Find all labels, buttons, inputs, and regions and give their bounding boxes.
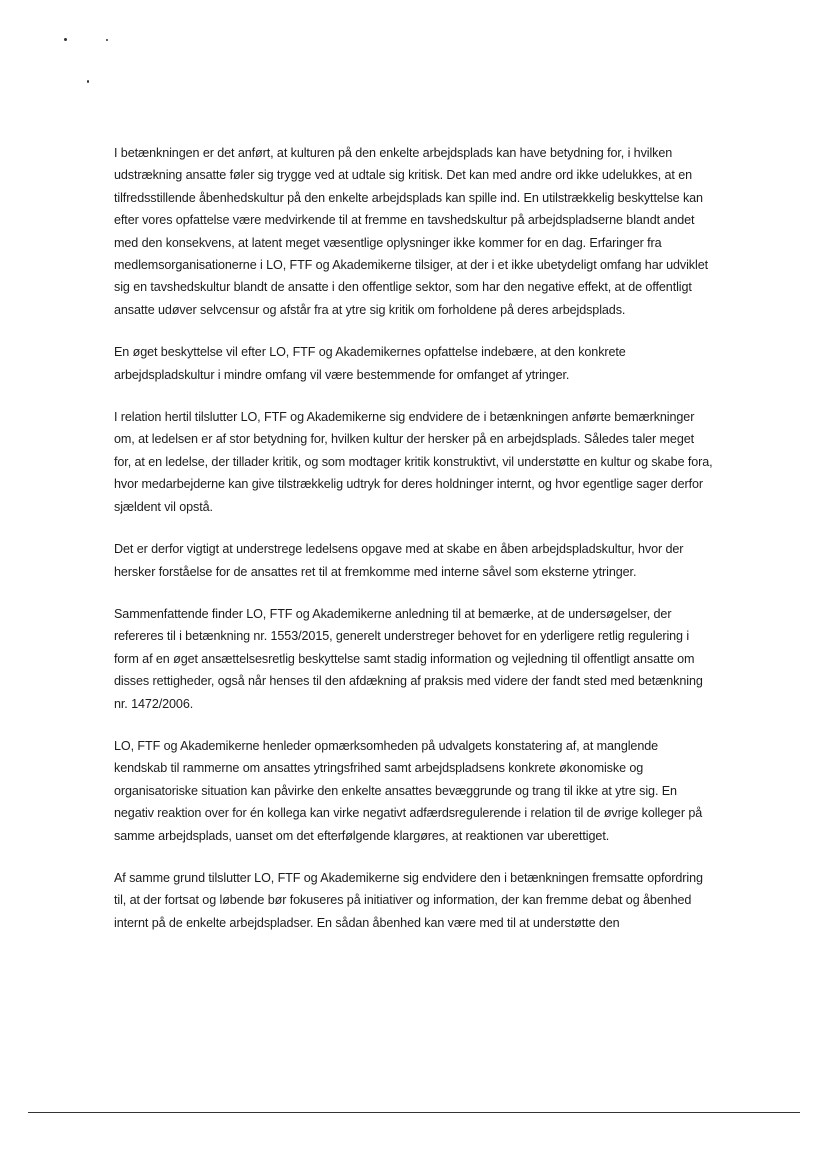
paragraph-4: Det er derfor vigtigt at understrege ledelsens opgave med at skabe en åben arbejdspladskultur, hvor der hersker forståelse for de ansattes ret til at fremkomme med interne såvel som eksterne ytringer.	[114, 542, 684, 579]
scan-speck	[64, 38, 67, 41]
paragraph-7: Af samme grund tilslutter LO, FTF og Akademikerne sig endvidere den i betænkningen fremsatte opfordring til, at der fortsat og løbende bør fokuseres på initiativer og information, der kan fremme debat og åbenhed internt på de enkelte arbejdspladser. En sådan åbenhed kan være med til at understøtte den	[114, 870, 703, 930]
paragraph-1: I betænkningen er det anført, at kulturen på den enkelte arbejdsplads kan have betydning for, i hvilken udstrækning ansatte føler sig trygge ved at udtale sig kritisk. Det kan med andre ord ikke udelukkes, at en tilfredsstillende åbenhedskultur på den enkelte arbejdsplads kan spille ind. En utilstrækkelig beskyttelse kan efter vores opfattelse være medvirkende til at fremme en tavshedskultur på arbejdspladserne blandt andet med den konsekvens, at latent meget væsentlige oplysninger ikke kommer for en dag. Erfaringer fra medlemsorganisationerne i LO, FTF og Akademikerne tilsiger, at der i et ikke ubetydeligt omfang har udviklet sig en tavshedskultur blandt de ansatte i den offentlige sektor, som har den negative effekt, at de offentligt ansatte udøver selvcensur og afstår fra at ytre sig kritik om forholdene på deres arbejdsplads.	[114, 146, 709, 317]
scan-speck	[87, 80, 89, 83]
paragraph-6: LO, FTF og Akademikerne henleder opmærksomheden på udvalgets konstatering af, at manglende kendskab til rammerne om ansattes ytringsfrihed samt arbejdspladsens konkrete økonomiske og organisatoriske situation kan påvirke den enkelte ansattes bevæggrunde og trang til ikke at ytre sig. En negativ reaktion over for én kollega kan virke negativt adfærdsregulerende i relation til de øvrige kolleger på samme arbejdsplads, uanset om det efterfølgende klargøres, at reaktionen var uberettiget.	[114, 738, 703, 843]
paragraph-5: Sammenfattende finder LO, FTF og Akademikerne anledning til at bemærke, at de undersøgelser, der refereres til i betænkning nr. 1553/2015, generelt understreger behovet for en yderligere retlig regulering i form af en øget ansættelsesretlig beskyttelse samt stadig information og vejledning til offentligt ansatte om disses rettigheder, også når henses til den afdækning af praksis med videre der fandt sted med betænkning nr. 1472/2006.	[114, 606, 703, 711]
paragraph-2: En øget beskyttelse vil efter LO, FTF og Akademikernes opfattelse indebære, at den konkrete arbejdspladskultur i mindre omfang vil være bestemmende for omfanget af ytringer.	[114, 345, 626, 382]
document-body	[114, 142, 714, 954]
footer-rule	[28, 1112, 800, 1113]
paragraph-3: I relation hertil tilslutter LO, FTF og Akademikerne sig endvidere de i betænkningen anførte bemærkninger om, at ledelsen er af stor betydning for, hvilken kultur der hersker på en arbejdsplads. Således taler meget for, at en ledelse, der tillader kritik, og som modtager kritik konstruktivt, vil understøtte en kultur og skabe fora, hvor medarbejderne kan give tilstrækkelig udtryk for deres holdninger internt, og hvor egentlige sager derfor sjældent vil opstå.	[114, 410, 713, 514]
scan-speck	[106, 39, 108, 41]
